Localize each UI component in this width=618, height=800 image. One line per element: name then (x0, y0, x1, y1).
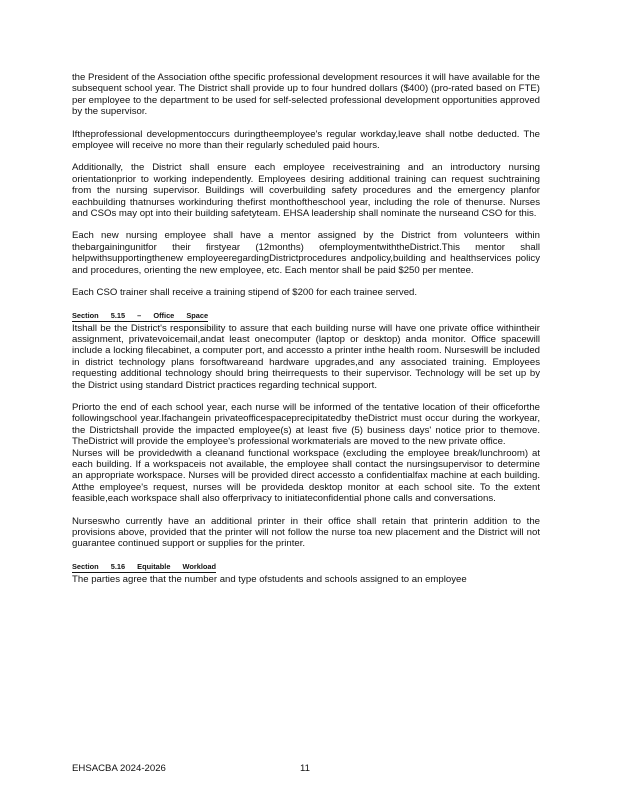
paragraph-mentor: Each new nursing employee shall have a mentor assigned by the District from volunteers within thebargainingunitfor their firstyear (12months) ofemploymentwiththeDistrict.This mentor shall helpwithsupportingthenew employeeregardingDistrictprocedures andpolicy,building and healthservices policy and procedures, orienting the new employee, etc. Each mentor shall be paid $250 per mentee. (72, 230, 540, 276)
paragraph-training: Additionally, the District shall ensure each employee receivestraining and an introductory nursing orientationprior to working independently. Employees desiring additional training can request suchtraining from the nursing supervisor. Buildings will coverbuilding safety procedures and the emergency planfor eachbuilding thatnurses workinduring thefirst monthoftheschool year, including the role of thenurse. Nurses and CSOs may opt into their building safetyteam. EHSA leadership shall nominate the nurseand CSO for this. (72, 162, 540, 220)
section-5-16-heading-wrap (72, 561, 540, 574)
paragraph-cso-stipend: Each CSO trainer shall receive a training stipend of $200 for each trainee served. (72, 287, 418, 299)
paragraph-pd-resources: the President of the Association ofthe specific professional development resources it will have available for the subsequent school year. The District shall provide up to four hundred dollars ($400) (pro-rated based on FTE) per employee to the department to be used for self-selected professional development opportunities approved by the supervisor. (72, 72, 540, 118)
section-5-15-heading-wrap (72, 310, 540, 323)
footer-document-id: EHSACBA 2024-2026 (72, 763, 166, 774)
paragraph-workspace: Nurses will be providedwith a cleanand functional workspace (excluding the employee break/lunchroom) at each building. If a workspaceis not available, the employee shall contact the nursingsupervisor to determine an appropriate workspace. Nurses will be provided direct accessto a confidentialfax machine at each building. Atthe employee's request, nurses will be provideda desktop monitor at each school site. To the extent feasible,each workspace shall also offerprivacy to initiateconfidential phone calls and conversations. (72, 447, 540, 505)
section-5-15-heading: Section 5.15 – Office Space (72, 310, 209, 320)
paragraph-pd-leave: Iftheprofessional developmentoccurs duringtheemployee's regular workday,leave shall notbe deducted. The employee will receive no more than their regularly scheduled paid hours. (72, 128, 540, 152)
document-body (72, 72, 540, 596)
paragraph-office-location: Priorto the end of each school year, each nurse will be informed of the tentative location of their officeforthe followingschool year.Ifachangein privateofficespaceprecipitatedby theDistrict must occur during the workyear, the Districtshall provide the impacted employee(s) at least five (5) business days' notice prior to themove. TheDistrict will provide the employee's professional workmaterials are moved to the new private office. (72, 401, 540, 448)
footer-page-number: 11 (300, 763, 310, 774)
paragraph-office-requirements: Itshall be the District's responsibility to assure that each building nurse will have one private office withintheir assignment, privatevoicemail,andat least onecomputer (laptop or desktop) anda monitor. Office spacewill include a locking filecabinet, a computer port, and accessto a printer inthe health room. Nurseswill be included in district technology plans forsoftwareand hardware upgrades,and any associated training. Employees requesting additional technology should bring theirrequests to their supervisor. Technology will be set up by the District using standard District practices regarding technical support. (72, 322, 540, 391)
section-5-16-heading: Section 5.16 Equitable Workload (72, 561, 217, 571)
paragraph-equitable-workload: The parties agree that the number and type ofstudents and schools assigned to an employee (72, 573, 467, 585)
paragraph-printer: Nurseswho currently have an additional printer in their office shall retain that printerin addition to the provisions above, provided that the printer will not follow the nurse toa new placement and the District will not guarantee continued support or supplies for the printer. (72, 515, 540, 550)
